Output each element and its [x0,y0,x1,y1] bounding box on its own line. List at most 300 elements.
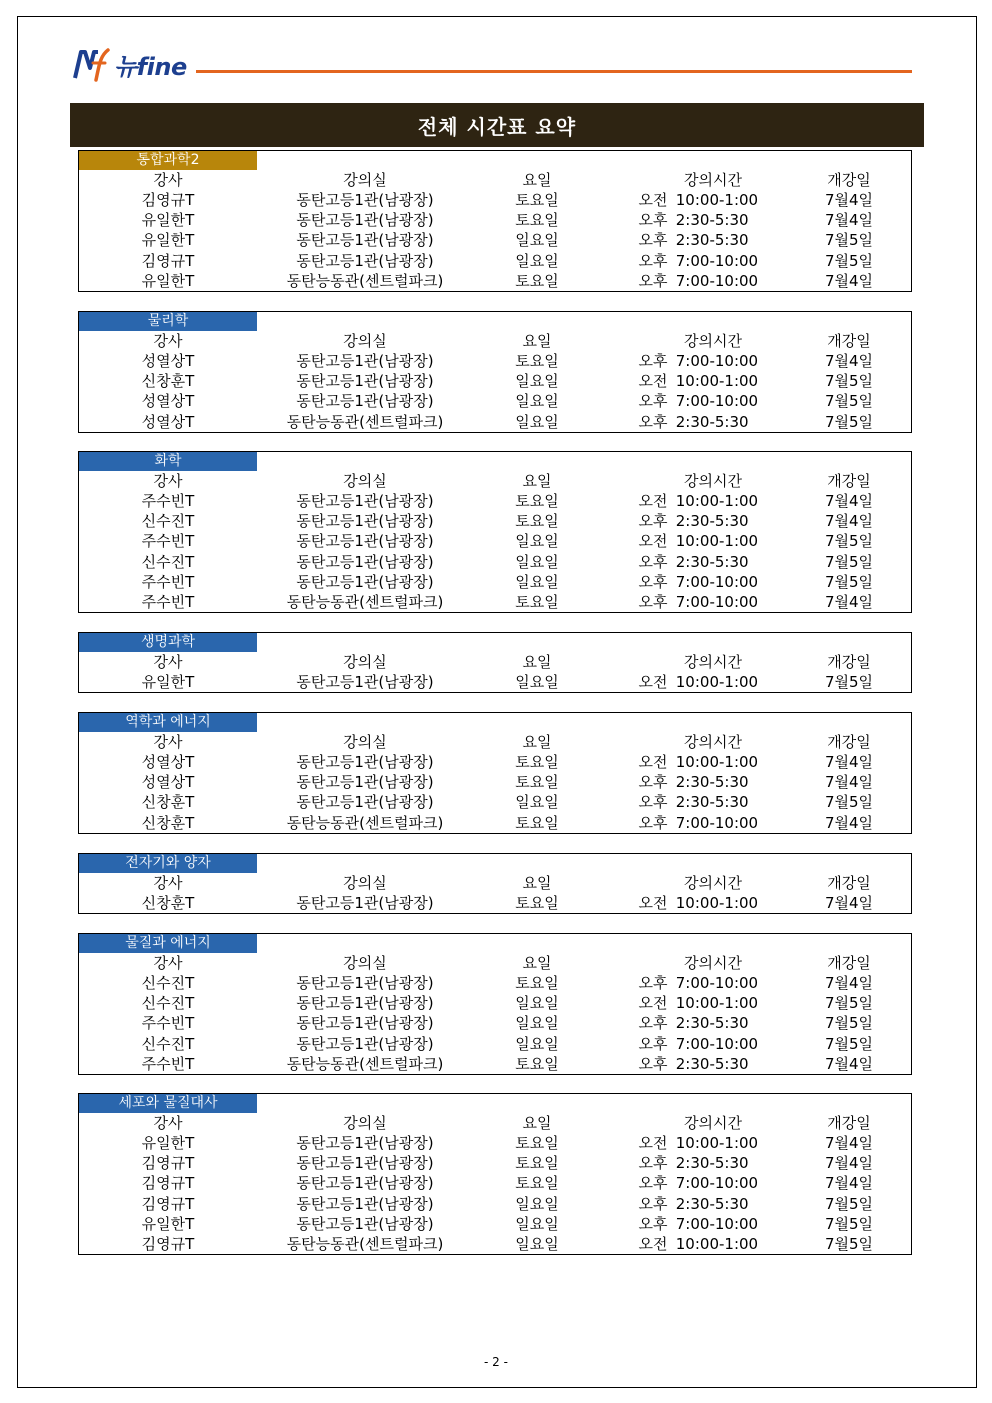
cell-time-range: 7:00-10:00 [671,392,759,411]
cell-start-date: 7월5일 [824,1214,874,1233]
cell-day: 일요일 [515,552,559,571]
cell-start-date: 7월4일 [824,271,874,290]
cell-start-date: 7월4일 [824,974,874,993]
cell-room: 동탄고등1관(남광장) [296,1214,434,1233]
schedule-section [78,311,912,433]
cell-time-period: 오후 [638,572,668,591]
cell-time-period: 오전 [638,1134,668,1153]
table-header-row [79,873,913,893]
schedule-section [78,853,912,914]
column-header-start-date: 개강일 [827,171,871,190]
cell-day: 일요일 [515,251,559,270]
cell-instructor: 김영규T [141,251,195,270]
cell-time-range: 10:00-1:00 [671,1234,759,1253]
column-header-room: 강의실 [343,874,387,893]
cell-time-range: 7:00-10:00 [671,572,759,591]
cell-time-range: 10:00-1:00 [671,191,759,210]
cell-start-date: 7월5일 [824,673,874,692]
cell-time-period: 오후 [638,1194,668,1213]
cell-day: 토요일 [515,753,559,772]
cell-instructor: 유일한T [141,673,195,692]
cell-room: 동탄능동관(센트럴파크) [286,1234,444,1253]
cell-time-range: 2:30-5:30 [671,1194,749,1213]
cell-instructor: 김영규T [141,1194,195,1213]
cell-day: 토요일 [515,512,559,531]
column-header-time: 강의시간 [684,332,742,351]
table-row [79,190,913,210]
cell-start-date: 7월5일 [824,392,874,411]
schedule-section [78,150,912,292]
cell-start-date: 7월4일 [824,191,874,210]
cell-time [635,271,825,291]
cell-time-range: 7:00-10:00 [671,974,759,993]
cell-instructor: 신창훈T [141,372,195,391]
cell-instructor: 신수진T [141,974,195,993]
cell-time-period: 오후 [638,1054,668,1073]
cell-instructor: 유일한T [141,231,195,250]
table-header-row [79,471,913,491]
cell-time-range: 2:30-5:30 [671,552,749,571]
cell-room: 동탄고등1관(남광장) [296,1134,434,1153]
cell-start-date: 7월4일 [824,211,874,230]
cell-time-period: 오전 [638,532,668,551]
table-row [79,1194,913,1214]
section-subject-label: 전자기와 양자 [79,854,257,873]
cell-time-range: 7:00-10:00 [671,813,759,832]
cell-time [635,672,825,692]
cell-time-period: 오후 [638,231,668,250]
cell-day: 일요일 [515,231,559,250]
table-row [79,672,913,692]
cell-day: 토요일 [515,773,559,792]
cell-room: 동탄능동관(센트럴파크) [286,813,444,832]
cell-time [635,973,825,993]
cell-instructor: 김영규T [141,1154,195,1173]
cell-time [635,552,825,572]
cell-room: 동탄고등1관(남광장) [296,1034,434,1053]
brand-logo-text: 뉴fine [114,52,187,81]
cell-instructor: 신창훈T [141,793,195,812]
cell-start-date: 7월5일 [824,1034,874,1053]
cell-time-range: 7:00-10:00 [671,1034,759,1053]
column-header-instructor: 강사 [153,332,183,351]
cell-room: 동탄고등1관(남광장) [296,231,434,250]
column-header-start-date: 개강일 [827,954,871,973]
cell-time-range: 2:30-5:30 [671,773,749,792]
cell-time [635,1194,825,1214]
cell-instructor: 신수진T [141,512,195,531]
cell-time-period: 오후 [638,412,668,431]
column-header-room: 강의실 [343,332,387,351]
cell-room: 동탄고등1관(남광장) [296,392,434,411]
cell-time-range: 2:30-5:30 [671,1054,749,1073]
cell-room: 동탄고등1관(남광장) [296,492,434,511]
cell-time-period: 오후 [638,813,668,832]
cell-instructor: 성열상T [141,412,195,431]
column-header-start-date: 개강일 [827,733,871,752]
cell-day: 일요일 [515,392,559,411]
table-header-row [79,652,913,672]
cell-time-range: 2:30-5:30 [671,1154,749,1173]
section-subject-label: 물질과 에너지 [79,934,257,953]
cell-instructor: 주수빈T [141,492,195,511]
cell-time-period: 오후 [638,1014,668,1033]
cell-start-date: 7월4일 [824,1054,874,1073]
column-header-start-date: 개강일 [827,332,871,351]
cell-instructor: 유일한T [141,271,195,290]
cell-instructor: 주수빈T [141,1054,195,1073]
column-header-time: 강의시간 [684,171,742,190]
cell-room: 동탄능동관(센트럴파크) [286,412,444,431]
table-row [79,752,913,772]
cell-start-date: 7월5일 [824,552,874,571]
cell-time [635,371,825,391]
cell-instructor: 신수진T [141,994,195,1013]
column-header-room: 강의실 [343,653,387,672]
cell-time-range: 2:30-5:30 [671,512,749,531]
section-subject-label: 물리학 [79,312,257,331]
cell-time [635,893,825,913]
cell-time-period: 오전 [638,994,668,1013]
table-row [79,391,913,411]
cell-time-period: 오후 [638,1214,668,1233]
cell-time-range: 2:30-5:30 [671,211,749,230]
cell-time [635,1234,825,1254]
cell-room: 동탄고등1관(남광장) [296,974,434,993]
cell-room: 동탄능동관(센트럴파크) [286,1054,444,1073]
cell-time-period: 오전 [638,372,668,391]
column-header-time: 강의시간 [684,472,742,491]
cell-time-period: 오후 [638,512,668,531]
cell-instructor: 김영규T [141,191,195,210]
column-header-day: 요일 [522,171,552,190]
column-header-day: 요일 [522,332,552,351]
schedule-section [78,1093,912,1255]
cell-time-period: 오후 [638,392,668,411]
cell-time-range: 7:00-10:00 [671,271,759,290]
cell-start-date: 7월4일 [824,492,874,511]
column-header-room: 강의실 [343,733,387,752]
cell-room: 동탄고등1관(남광장) [296,673,434,692]
column-header-time: 강의시간 [684,733,742,752]
cell-time [635,792,825,812]
column-header-day: 요일 [522,653,552,672]
cell-instructor: 성열상T [141,352,195,371]
cell-day: 일요일 [515,1014,559,1033]
table-row [79,371,913,391]
cell-time-range: 10:00-1:00 [671,532,759,551]
cell-time-period: 오후 [638,1174,668,1193]
cell-day: 일요일 [515,1034,559,1053]
cell-instructor: 성열상T [141,753,195,772]
cell-time-period: 오전 [638,1234,668,1253]
table-row [79,772,913,792]
cell-room: 동탄고등1관(남광장) [296,994,434,1013]
cell-time-range: 2:30-5:30 [671,231,749,250]
cell-room: 동탄고등1관(남광장) [296,753,434,772]
cell-instructor: 김영규T [141,1234,195,1253]
cell-start-date: 7월4일 [824,1134,874,1153]
cell-time [635,1153,825,1173]
column-header-time: 강의시간 [684,1114,742,1133]
schedule-section [78,712,912,834]
section-subject-label: 생명과학 [79,633,257,652]
cell-time [635,592,825,612]
cell-start-date: 7월4일 [824,352,874,371]
header-divider [196,70,912,73]
cell-time-period: 오전 [638,673,668,692]
cell-day: 일요일 [515,532,559,551]
cell-time-range: 10:00-1:00 [671,1134,759,1153]
table-row [79,1173,913,1193]
cell-start-date: 7월5일 [824,994,874,1013]
cell-time-period: 오후 [638,211,668,230]
cell-start-date: 7월5일 [824,532,874,551]
cell-time-range: 7:00-10:00 [671,592,759,611]
cell-day: 일요일 [515,673,559,692]
section-subject-label: 세포와 물질대사 [79,1094,257,1113]
cell-time [635,531,825,551]
column-header-start-date: 개강일 [827,1114,871,1133]
cell-instructor: 성열상T [141,773,195,792]
cell-time [635,813,825,833]
column-header-instructor: 강사 [153,653,183,672]
cell-time [635,230,825,250]
cell-time-range: 10:00-1:00 [671,994,759,1013]
cell-time [635,190,825,210]
column-header-day: 요일 [522,874,552,893]
cell-day: 토요일 [515,352,559,371]
cell-room: 동탄고등1관(남광장) [296,211,434,230]
table-row [79,1153,913,1173]
cell-start-date: 7월5일 [824,1234,874,1253]
table-header-row [79,331,913,351]
table-row [79,351,913,371]
cell-time-range: 7:00-10:00 [671,251,759,270]
cell-room: 동탄고등1관(남광장) [296,372,434,391]
cell-time-period: 오전 [638,492,668,511]
cell-time-period: 오후 [638,592,668,611]
cell-room: 동탄고등1관(남광장) [296,572,434,591]
cell-time [635,391,825,411]
cell-time [635,993,825,1013]
cell-day: 토요일 [515,813,559,832]
cell-room: 동탄능동관(센트럴파크) [286,592,444,611]
column-header-start-date: 개강일 [827,874,871,893]
column-header-day: 요일 [522,954,552,973]
cell-instructor: 신창훈T [141,813,195,832]
table-row [79,1234,913,1254]
cell-instructor: 주수빈T [141,592,195,611]
table-row [79,572,913,592]
cell-time-period: 오후 [638,974,668,993]
cell-instructor: 유일한T [141,211,195,230]
cell-time-period: 오전 [638,894,668,913]
cell-start-date: 7월4일 [824,592,874,611]
cell-day: 토요일 [515,894,559,913]
cell-time-range: 7:00-10:00 [671,1174,759,1193]
cell-day: 일요일 [515,572,559,591]
column-header-time: 강의시간 [684,653,742,672]
cell-instructor: 유일한T [141,1214,195,1233]
cell-time [635,351,825,371]
cell-day: 일요일 [515,1234,559,1253]
column-header-room: 강의실 [343,472,387,491]
table-row [79,552,913,572]
cell-time-range: 10:00-1:00 [671,673,759,692]
table-row [79,1054,913,1074]
cell-room: 동탄능동관(센트럴파크) [286,271,444,290]
cell-day: 토요일 [515,271,559,290]
nf-logo-icon [72,46,112,82]
section-subject-label: 역학과 에너지 [79,713,257,732]
cell-start-date: 7월5일 [824,372,874,391]
column-header-time: 강의시간 [684,954,742,973]
column-header-day: 요일 [522,733,552,752]
cell-day: 토요일 [515,1174,559,1193]
cell-start-date: 7월4일 [824,894,874,913]
cell-time [635,251,825,271]
cell-time-period: 오전 [638,191,668,210]
cell-time [635,511,825,531]
column-header-instructor: 강사 [153,1114,183,1133]
cell-time-range: 10:00-1:00 [671,894,759,913]
cell-time-range: 7:00-10:00 [671,352,759,371]
column-header-instructor: 강사 [153,171,183,190]
table-row [79,230,913,250]
table-row [79,1034,913,1054]
column-header-day: 요일 [522,472,552,491]
cell-time [635,1054,825,1074]
table-row [79,531,913,551]
cell-time-period: 오후 [638,251,668,270]
cell-time-range: 2:30-5:30 [671,793,749,812]
cell-instructor: 신창훈T [141,894,195,913]
cell-start-date: 7월5일 [824,793,874,812]
table-row [79,491,913,511]
cell-start-date: 7월5일 [824,572,874,591]
page-title: 전체 시간표 요약 [70,103,924,147]
schedule-section [78,451,912,613]
cell-time-period: 오후 [638,552,668,571]
cell-start-date: 7월4일 [824,773,874,792]
table-row [79,1214,913,1234]
cell-time-range: 10:00-1:00 [671,492,759,511]
cell-start-date: 7월4일 [824,1174,874,1193]
table-row [79,251,913,271]
column-header-start-date: 개강일 [827,653,871,672]
page-number: - 2 - [484,1355,508,1369]
cell-time-range: 2:30-5:30 [671,1014,749,1033]
section-subject-label: 통합과학2 [79,151,257,170]
cell-day: 토요일 [515,211,559,230]
column-header-instructor: 강사 [153,472,183,491]
cell-time-range: 10:00-1:00 [671,753,759,772]
cell-time [635,1133,825,1153]
cell-day: 토요일 [515,1054,559,1073]
cell-room: 동탄고등1관(남광장) [296,1014,434,1033]
cell-room: 동탄고등1관(남광장) [296,191,434,210]
cell-day: 일요일 [515,793,559,812]
column-header-time: 강의시간 [684,874,742,893]
cell-start-date: 7월4일 [824,512,874,531]
cell-time-range: 10:00-1:00 [671,372,759,391]
column-header-start-date: 개강일 [827,472,871,491]
cell-time-period: 오후 [638,352,668,371]
column-header-instructor: 강사 [153,954,183,973]
cell-day: 토요일 [515,974,559,993]
cell-day: 일요일 [515,372,559,391]
cell-day: 일요일 [515,1214,559,1233]
cell-day: 토요일 [515,492,559,511]
table-row [79,993,913,1013]
cell-day: 일요일 [515,994,559,1013]
cell-start-date: 7월4일 [824,1154,874,1173]
cell-time-period: 오후 [638,1034,668,1053]
cell-instructor: 김영규T [141,1174,195,1193]
cell-time-period: 오후 [638,271,668,290]
cell-day: 토요일 [515,592,559,611]
column-header-instructor: 강사 [153,874,183,893]
table-header-row [79,1113,913,1133]
cell-time-range: 7:00-10:00 [671,1214,759,1233]
cell-start-date: 7월5일 [824,412,874,431]
cell-time [635,1173,825,1193]
table-header-row [79,170,913,190]
cell-time-period: 오후 [638,773,668,792]
schedule-section [78,933,912,1075]
cell-time-range: 2:30-5:30 [671,412,749,431]
cell-time [635,491,825,511]
cell-instructor: 성열상T [141,392,195,411]
cell-time [635,210,825,230]
cell-room: 동탄고등1관(남광장) [296,352,434,371]
cell-time-period: 오전 [638,753,668,772]
cell-room: 동탄고등1관(남광장) [296,552,434,571]
cell-room: 동탄고등1관(남광장) [296,532,434,551]
column-header-day: 요일 [522,1114,552,1133]
cell-time [635,412,825,432]
cell-time-period: 오후 [638,793,668,812]
table-row [79,792,913,812]
table-row [79,1013,913,1033]
column-header-room: 강의실 [343,954,387,973]
cell-instructor: 주수빈T [141,532,195,551]
schedule-section [78,632,912,693]
table-row [79,210,913,230]
cell-start-date: 7월5일 [824,1194,874,1213]
cell-day: 토요일 [515,1154,559,1173]
cell-instructor: 주수빈T [141,1014,195,1033]
cell-instructor: 유일한T [141,1134,195,1153]
cell-room: 동탄고등1관(남광장) [296,894,434,913]
cell-room: 동탄고등1관(남광장) [296,793,434,812]
cell-day: 일요일 [515,1194,559,1213]
cell-start-date: 7월5일 [824,1014,874,1033]
cell-time [635,1214,825,1234]
column-header-room: 강의실 [343,171,387,190]
table-row [79,973,913,993]
table-row [79,412,913,432]
cell-day: 토요일 [515,1134,559,1153]
table-header-row [79,732,913,752]
cell-start-date: 7월5일 [824,231,874,250]
cell-time-period: 오후 [638,1154,668,1173]
table-row [79,511,913,531]
table-header-row [79,953,913,973]
cell-instructor: 신수진T [141,1034,195,1053]
column-header-room: 강의실 [343,1114,387,1133]
